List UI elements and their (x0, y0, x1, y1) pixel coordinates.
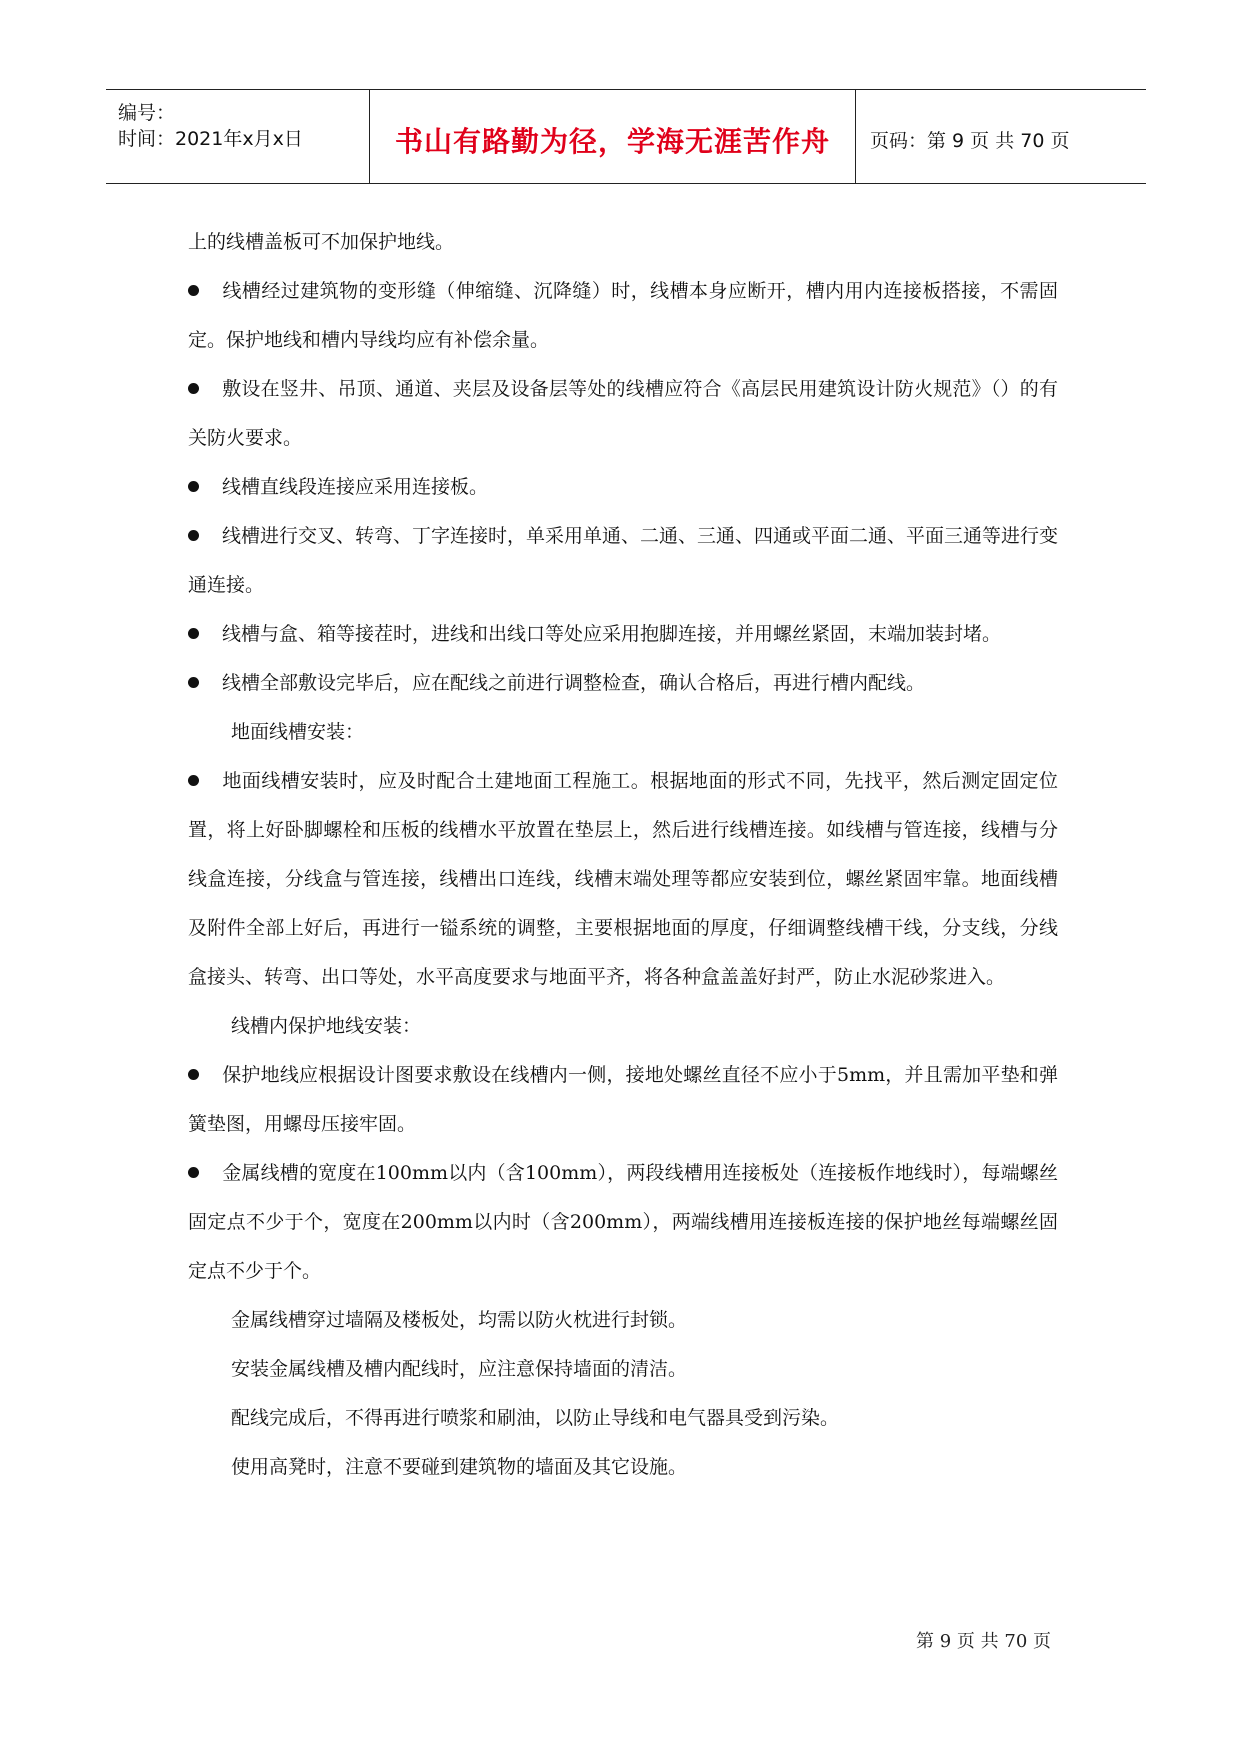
bullet-dot-icon (188, 775, 199, 786)
paragraph-text: 线槽与盒、箱等接茬时，进线和出线口等处应采用抱脚连接，并用螺丝紧固，末端加装封堵。 (222, 623, 1002, 645)
header-center-cell (370, 90, 856, 183)
bullet-paragraph (188, 1149, 1058, 1296)
bullet-paragraph (188, 659, 1058, 708)
bullet-paragraph (188, 757, 1058, 1002)
header-right-cell (856, 90, 1146, 183)
header-motto: 书山有路勤为径，学海无涯苦作舟 (394, 125, 830, 158)
section-line: 线槽内保护地线安装： (231, 1015, 422, 1037)
section-line: 安装金属线槽及槽内配线时，应注意保持墙面的清洁。 (231, 1358, 688, 1380)
bullet-dot-icon (188, 383, 199, 394)
document-body (188, 218, 1058, 1492)
section-line: 金属线槽穿过墙隔及楼板处，均需以防火枕进行封锁。 (231, 1309, 688, 1331)
bullet-paragraph (188, 610, 1058, 659)
header-page-info: 页码：第 9 页 共 70 页 (870, 130, 1070, 152)
paragraph-text: 金属线槽的宽度在100mm以内（含100mm），两段线槽用连接板处（连接板作地线时），每端螺丝固定点不少于个，宽度在200mm以内时（含200mm），两端线槽用连接板连接的保护地丝每端螺丝固定点不少于个。 (188, 1162, 1058, 1282)
page-footer: 第 9 页 共 70 页 (916, 1631, 1051, 1652)
paragraph-text: 线槽进行交叉、转弯、丁字连接时，单采用单通、二通、三通、四通或平面二通、平面三通等进行变通连接。 (188, 525, 1059, 596)
bullet-dot-icon (188, 530, 199, 541)
bullet-dot-icon (188, 481, 199, 492)
bullet-dot-icon (188, 628, 199, 639)
bullet-paragraph (188, 365, 1058, 463)
bullet-paragraph (188, 512, 1058, 610)
continuation-paragraph: 上的线槽盖板可不加保护地线。 (188, 231, 455, 253)
section-line: 地面线槽安装： (231, 721, 365, 743)
paragraph-text: 线槽全部敷设完毕后，应在配线之前进行调整检查，确认合格后，再进行槽内配线。 (222, 672, 926, 694)
bullet-paragraph (188, 1051, 1058, 1149)
bullet-dot-icon (188, 1167, 199, 1178)
time-label: 时间：2021年x月x日 (118, 128, 303, 150)
paragraph-text: 地面线槽安装时，应及时配合土建地面工程施工。根据地面的形式不同，先找平，然后测定固定位置，将上好卧脚螺栓和压板的线槽水平放置在垫层上，然后进行线槽连接。如线槽与管连接，线槽与分线盒连接，分线盒与管连接，线槽出口连线，线槽末端处理等都应安装到位，螺丝紧固牢靠。地面线槽及附件全部上好后，再进行一镒系统的调整，主要根据地面的厚度，仔细调整线槽干线，分支线，分线盒接头、转弯、出口等处，水平高度要求与地面平齐，将各种盒盖盖好封严，防止水泥砂浆进入。 (188, 770, 1058, 988)
page-header (106, 89, 1146, 184)
bullet-dot-icon (188, 677, 199, 688)
serial-number-label: 编号： (118, 102, 176, 124)
paragraph-text: 线槽直线段连接应采用连接板。 (222, 476, 489, 498)
paragraph-text: 线槽经过建筑物的变形缝（伸缩缝、沉降缝）时，线槽本身应断开，槽内用内连接板搭接，不需固定。保护地线和槽内导线均应有补偿余量。 (188, 280, 1058, 351)
section-line: 配线完成后，不得再进行喷浆和刷油，以防止导线和电气器具受到污染。 (231, 1407, 840, 1429)
paragraph-text: 敷设在竖井、吊顶、通道、夹层及设备层等处的线槽应符合《高层民用建筑设计防火规范》（）的有关防火要求。 (188, 378, 1058, 449)
section-line: 使用高凳时，注意不要碰到建筑物的墙面及其它设施。 (231, 1456, 688, 1478)
header-left-cell (106, 90, 370, 183)
bullet-dot-icon (188, 1069, 199, 1080)
bullet-paragraph (188, 463, 1058, 512)
bullet-dot-icon (188, 285, 199, 296)
bullet-paragraph (188, 267, 1058, 365)
paragraph-text: 保护地线应根据设计图要求敷设在线槽内一侧，接地处螺丝直径不应小于5mm，并且需加平垫和弹簧垫图，用螺母压接牢固。 (188, 1064, 1058, 1135)
